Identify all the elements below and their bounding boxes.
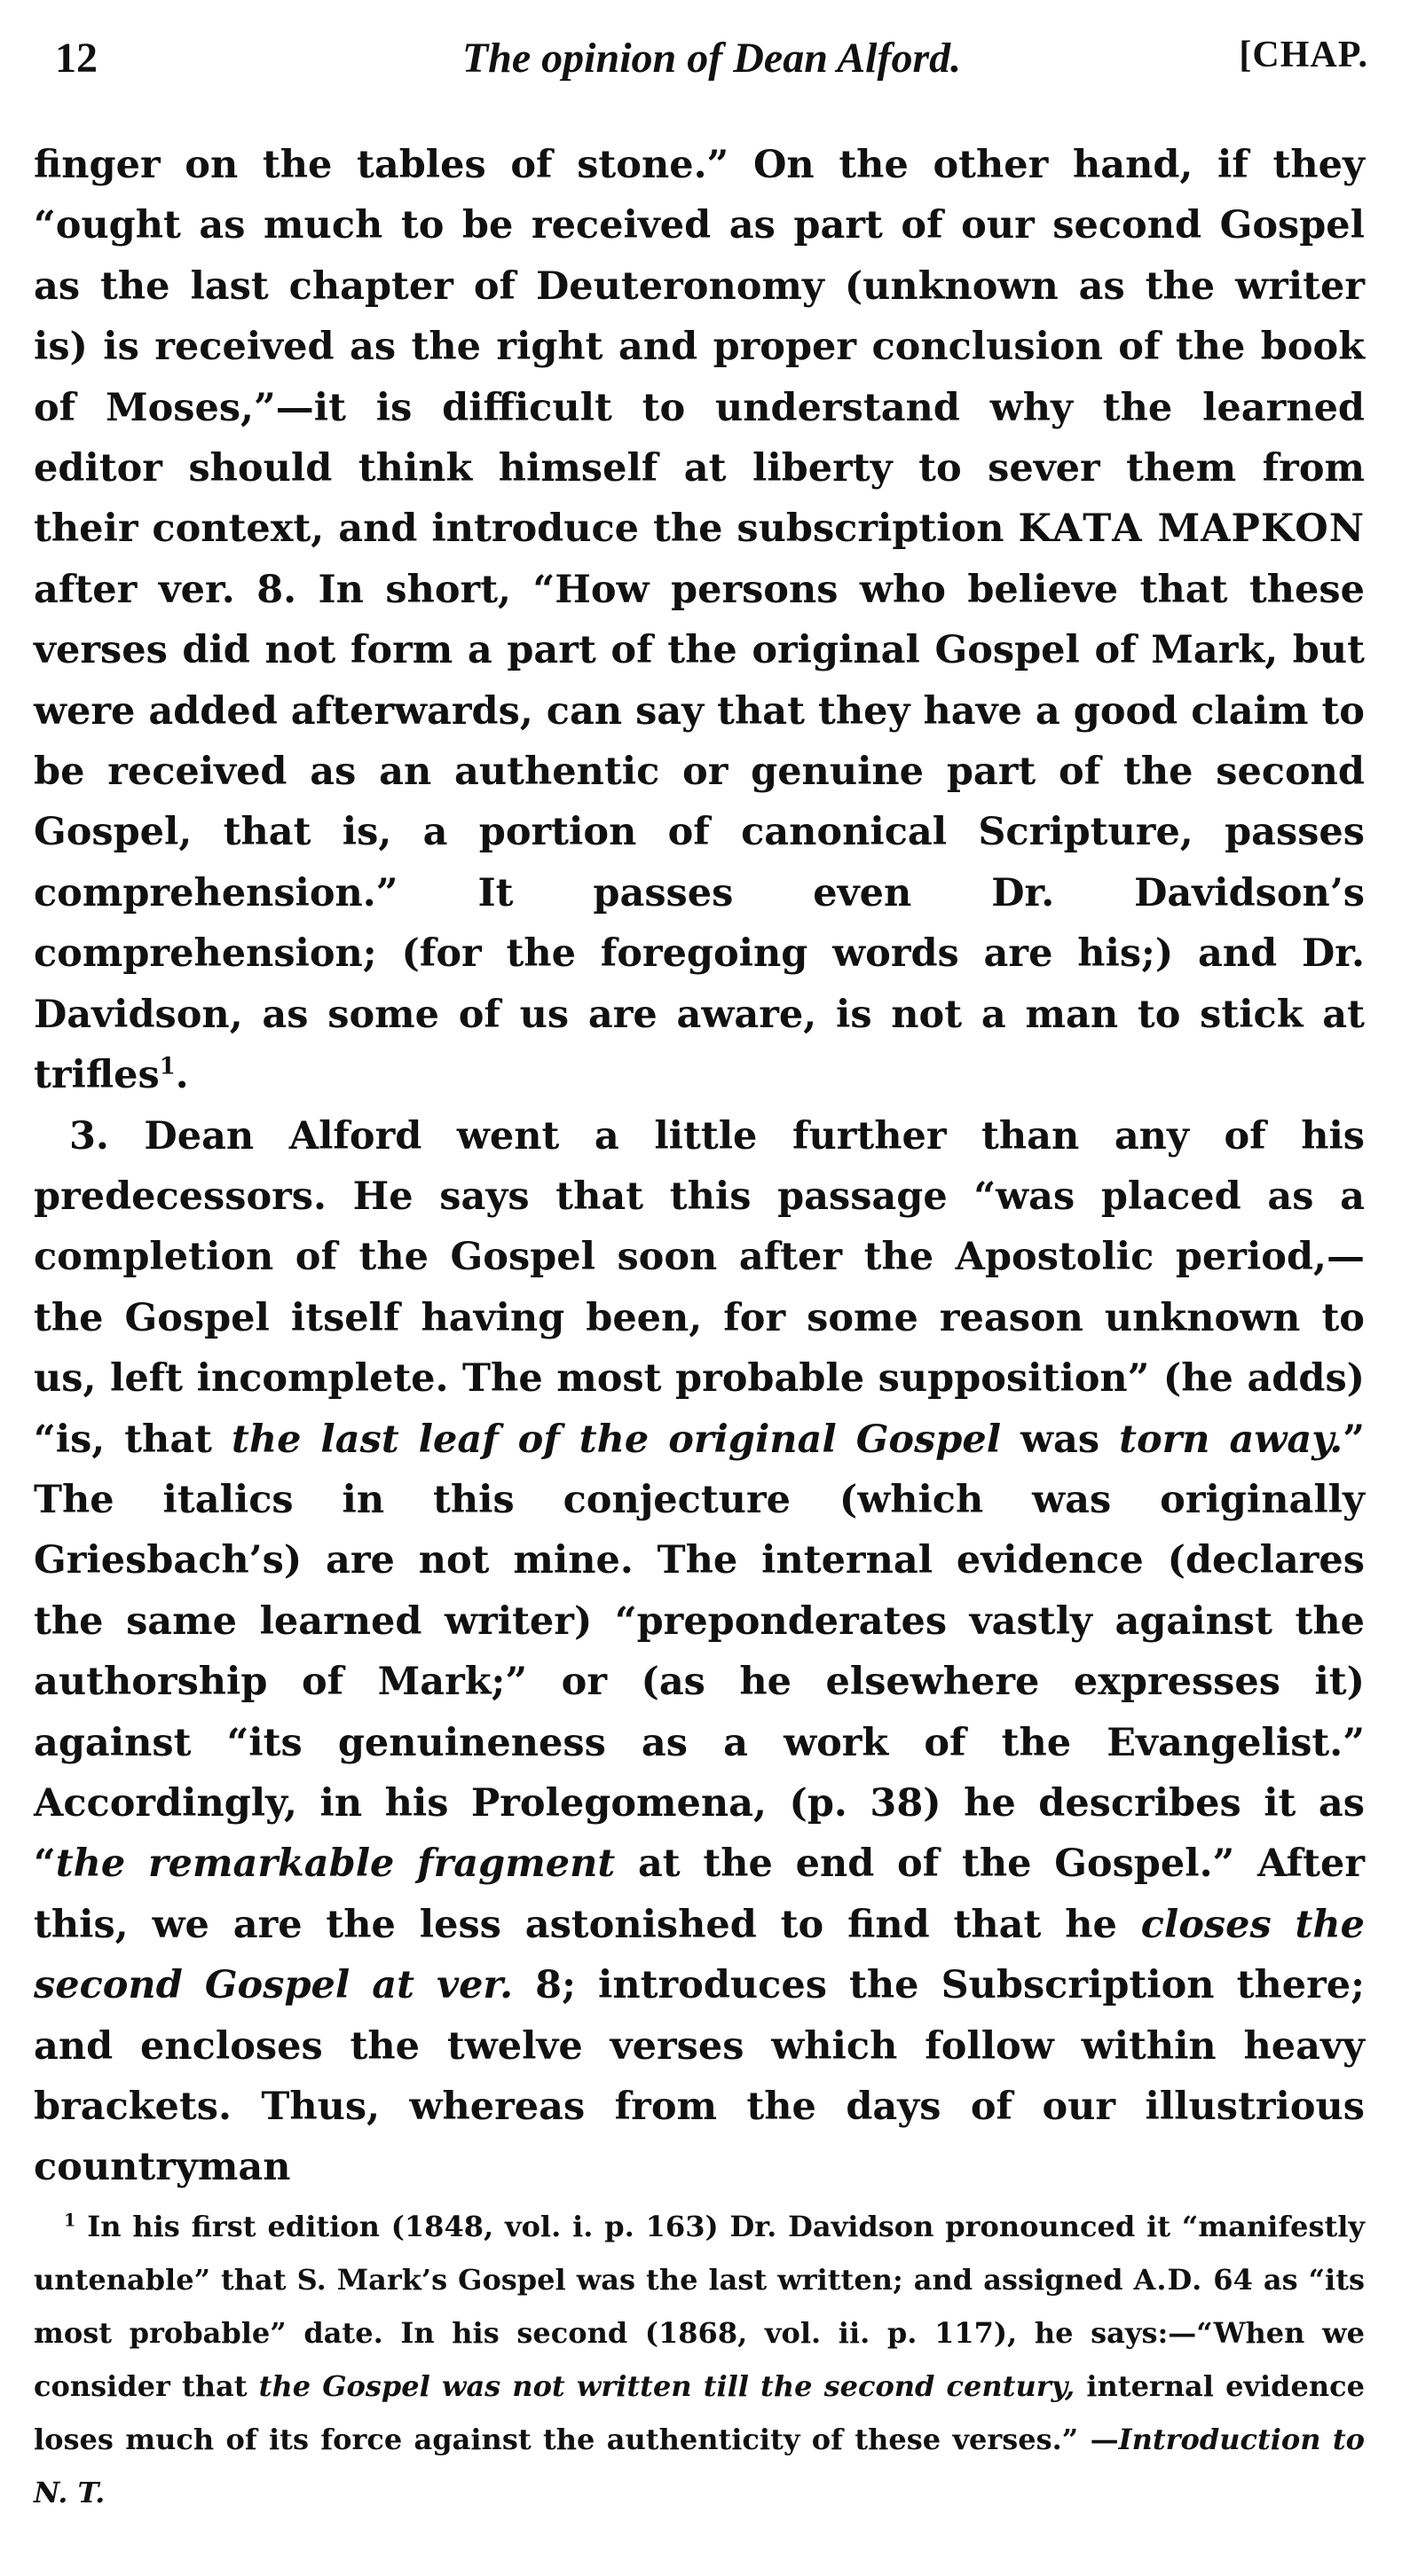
text-run: was [1001,1417,1120,1462]
footnotes [34,2200,1365,2519]
italic-phrase: closes the second Gospel at ver. [34,1902,1365,2008]
text-run: In his first edition (1848, vol. i. p. 163) Dr. Davidson pronounced it “manifestly untenable” that S. Mark’s Gospel was the last written; and assigned [34,2210,1365,2297]
footnote-reference[interactable]: 1 [159,1053,176,1080]
text-run: at the end of the Gospel.” After this, we are the less astonished to find that he [34,1842,1365,1947]
italic-phrase: the Gospel was not written till the second century, [258,2369,1075,2403]
greek-subscription: ΚΑΤΑ ΜΑΡΚΟΝ [1018,507,1366,552]
page-number: 12 [55,35,98,82]
text-run: after ver. 8. In short, “How persons who believe that these verses did not form a part of the original Gospel of Mark, but were added afterwards, can say that they have a good claim to be received as an authentic or genuine part of the second Gospel, that is, a portion of canonical Scripture, passes comprehension.” It passes even Dr. Davidson’s comprehension; (for the foregoing words are his;) and Dr. Davidson, as some of us are aware, is not a man to stick at trifles [34,567,1365,1098]
running-header [55,34,1368,87]
era-abbreviation: A.D. [1133,2263,1203,2297]
text-run: ” The italics in this conjecture (which was originally Griesbach’s) are not mine. The internal evidence (declares the same learned writer) “preponderates vastly against the authorship of Mark;” or (as he elsewhere expresses it) against “its genuineness as a work of the Evangelist.” Accordingly, in his Prolegomena, (p. 38) he describes it as “ [34,1417,1365,1887]
running-title: The opinion of Dean Alford. [461,35,962,82]
italic-phrase: the last leaf of the original Gospel [232,1417,1002,1462]
chapter-mark: [CHAP. [1239,35,1368,75]
text-run: finger on the tables of stone.” On the other hand, if they “ought as much to be received as part of our second Gospel as the last chapter of Deuteronomy (unknown as the writer is) is received as the right and proper conclusion of the book of Moses,”—it is difficult to understand why the learned editor should think himself at liberty to sever them from their context, and introduce the subscription [34,143,1365,552]
text-run: 3. Dean Alford went a little further than any of his predecessors. He says that this passage “was placed as a completion of the Gospel soon after the Apostolic period,—the Gospel itself having been, for some reason unknown to us, left incomplete. The most probable supposition” (he adds) “is, that [34,1113,1365,1462]
footnote-1 [34,2200,1365,2519]
text-run: internal evidence loses much of its force against the authenticity of these verses.” — [34,2369,1366,2456]
italic-phrase: the remarkable fragment [55,1842,616,1887]
italic-phrase: torn away. [1119,1417,1343,1462]
text-run: 64 as “its most probable” date. In his second (1868, vol. ii. p. 117), he says:—“When we consider that [34,2263,1366,2403]
footnote-marker: 1 [64,2210,76,2231]
italic-citation: Introduction to N. T. [34,2423,1366,2509]
paragraph-continued [34,135,1365,1106]
text-run: 8; introduces the Subscription there; and encloses the twelve verses which follow within heavy brackets. Thus, whereas from the days of our illustrious countryman [34,1963,1365,2190]
main-text [34,135,1365,2198]
paragraph-dean-alford [34,1106,1365,2198]
text-run: . [175,1053,189,1098]
